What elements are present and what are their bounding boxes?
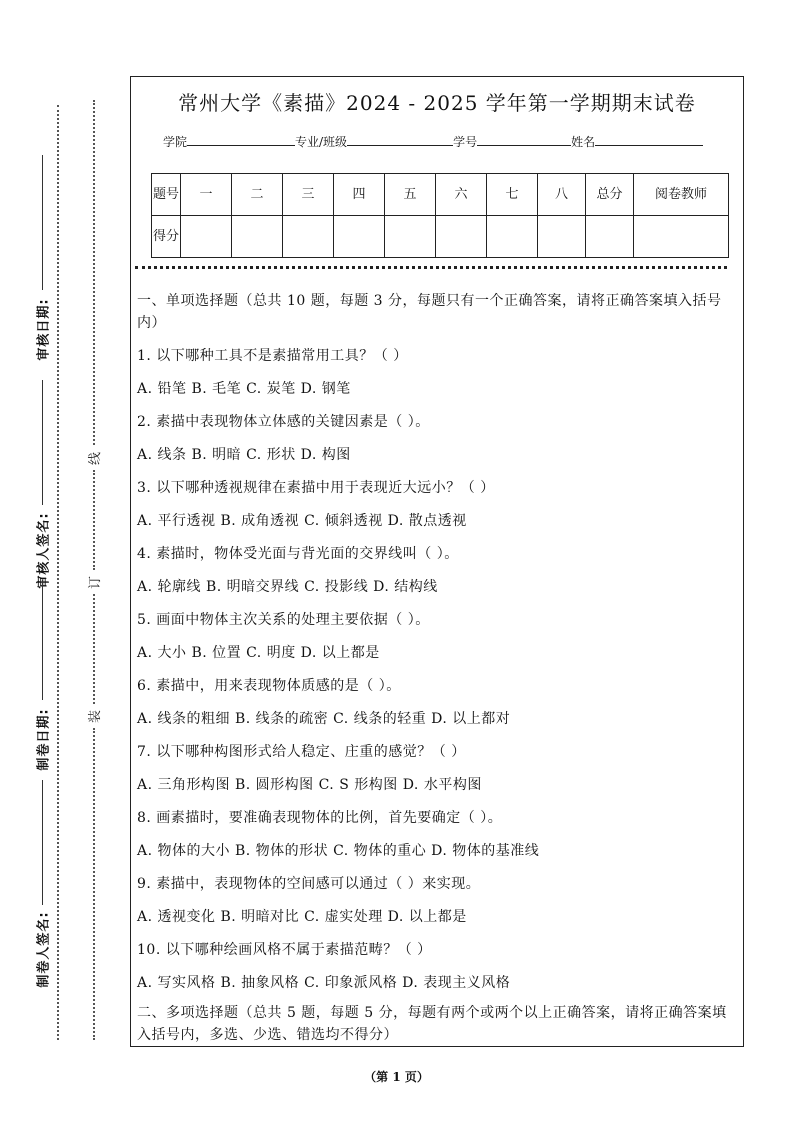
column-header: 总分 [586,174,634,216]
score-cell[interactable] [334,216,385,258]
maker-date-label: 制卷日期: [36,708,52,771]
seal-char-ding: 订 [88,575,104,590]
score-cell[interactable] [283,216,334,258]
maker-sign-line [42,780,43,905]
question-options: A. 平行透视 B. 成角透视 C. 倾斜透视 D. 散点透视 [137,513,467,529]
reviewer-cell[interactable] [634,216,729,258]
college-label: 学院 [163,135,188,149]
column-header: 一 [181,174,232,216]
row-label-score: 得分 [152,216,181,258]
question: 4. 素描时，物体受光面与背光面的交界线叫（ ）。 [137,546,459,562]
score-table [151,173,729,258]
seal-dotted-line [93,728,95,1040]
column-header: 二 [232,174,283,216]
seal-char-zhuang: 装 [88,709,104,724]
question: 7. 以下哪种构图形式给人稳定、庄重的感觉？（ ） [137,744,466,760]
score-cell[interactable] [232,216,283,258]
student-info-row [163,133,703,150]
score-cell[interactable] [586,216,634,258]
column-header: 八 [538,174,586,216]
row-label-number: 题号 [152,174,181,216]
question-options: A. 物体的大小 B. 物体的形状 C. 物体的重心 D. 物体的基准线 [137,843,540,859]
exam-title: 常州大学《素描》2024 - 2025 学年第一学期期末试卷 [178,91,696,115]
score-cell[interactable] [385,216,436,258]
seal-dotted-line [93,594,95,704]
question: 3. 以下哪种透视规律在素描中用于表现近大远小？（ ） [137,480,495,496]
name-field[interactable] [595,133,703,146]
column-header: 七 [487,174,538,216]
reviewer-date-label: 审核日期: [36,298,52,361]
column-header: 六 [436,174,487,216]
question-options: A. 透视变化 B. 明暗对比 C. 虚实处理 D. 以上都是 [137,909,467,925]
left-dotted-line [57,105,59,1040]
column-header-reviewer: 阅卷教师 [634,174,729,216]
score-cell[interactable] [181,216,232,258]
student-id-field[interactable] [477,133,571,146]
major-field[interactable] [347,133,453,146]
reviewer-sign-line [42,380,43,505]
binding-margin [0,0,125,1122]
section1-heading: 一、单项选择题（总共 10 题，每题 3 分，每题只有一个正确答案，请将正确答案填入括号内） [137,293,722,331]
dotted-separator [135,266,727,269]
question-options: A. 写实风格 B. 抽象风格 C. 印象派风格 D. 表现主义风格 [137,975,511,991]
question: 8. 画素描时，要准确表现物体的比例，首先要确定（ ）。 [137,810,503,826]
exam-paper [130,76,744,1047]
section2-heading: 二、多项选择题（总共 5 题，每题 5 分，每题有两个或两个以上正确答案，请将正确答案填入括号内，多选、少选、错选均不得分） [137,1005,727,1043]
name-label: 姓名 [571,135,596,149]
page-number: （第 1 页） [364,1070,429,1084]
question: 10. 以下哪种绘画风格不属于素描范畴？（ ） [137,942,432,958]
question-options: A. 线条 B. 明暗 C. 形状 D. 构图 [137,447,351,463]
score-cell[interactable] [436,216,487,258]
score-cell[interactable] [538,216,586,258]
maker-date-line [42,580,43,700]
score-table-header-row [152,174,729,216]
column-header: 五 [385,174,436,216]
question-options: A. 三角形构图 B. 圆形构图 C. S 形构图 D. 水平构图 [137,777,482,793]
reviewer-date-line [42,155,43,290]
column-header: 三 [283,174,334,216]
question-options: A. 轮廓线 B. 明暗交界线 C. 投影线 D. 结构线 [137,579,438,595]
question: 2. 素描中表现物体立体感的关键因素是（ ）。 [137,414,430,430]
student-id-label: 学号 [453,135,478,149]
question: 1. 以下哪种工具不是素描常用工具？（ ） [137,348,408,364]
question: 6. 素描中，用来表现物体质感的是（ ）。 [137,678,401,694]
question-options: A. 线条的粗细 B. 线条的疏密 C. 线条的轻重 D. 以上都对 [137,711,511,727]
maker-sign-label: 制卷人签名: [36,911,52,988]
score-table-score-row [152,216,729,258]
question: 5. 画面中物体主次关系的处理主要依据（ ）。 [137,612,430,628]
question: 9. 素描中，表现物体的空间感可以通过（ ）来实现。 [137,876,481,892]
seal-dotted-line [93,100,95,445]
seal-dotted-line [93,470,95,570]
column-header: 四 [334,174,385,216]
college-field[interactable] [187,133,295,146]
question-options: A. 铅笔 B. 毛笔 C. 炭笔 D. 钢笔 [137,381,351,397]
reviewer-sign-label: 审核人签名: [36,512,52,589]
score-cell[interactable] [487,216,538,258]
seal-char-xian: 线 [88,451,104,466]
major-label: 专业/班级 [295,135,348,149]
question-options: A. 大小 B. 位置 C. 明度 D. 以上都是 [137,645,380,661]
